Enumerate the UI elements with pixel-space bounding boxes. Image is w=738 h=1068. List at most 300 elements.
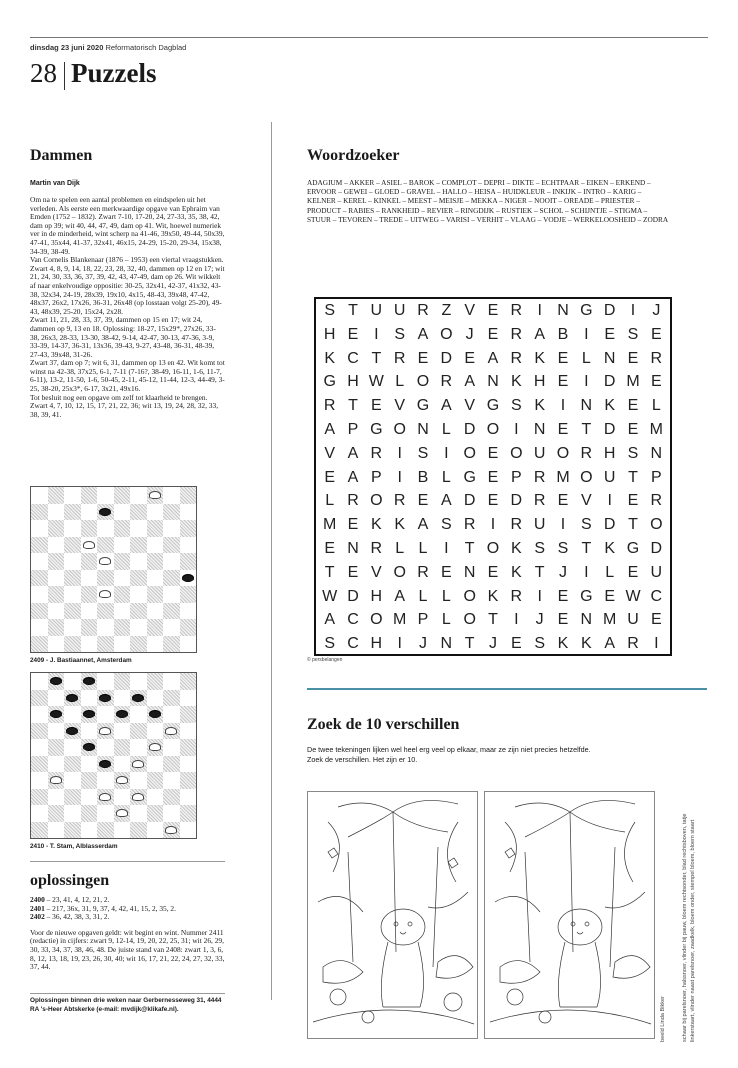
grid-letter[interactable]: H xyxy=(347,373,359,391)
grid-letter[interactable]: R xyxy=(510,587,523,605)
grid-letter[interactable]: K xyxy=(510,373,522,391)
grid-letter[interactable]: K xyxy=(510,563,522,581)
grid-letter[interactable]: D xyxy=(650,539,663,557)
grid-letter[interactable]: K xyxy=(510,539,522,557)
grid-letter[interactable]: I xyxy=(397,635,402,653)
grid-letter[interactable]: A xyxy=(417,325,429,343)
light-square xyxy=(180,537,197,554)
grid-letter[interactable]: I xyxy=(537,302,542,319)
grid-letter[interactable]: D xyxy=(603,516,616,534)
grid-letter[interactable]: E xyxy=(557,373,569,391)
light-square xyxy=(130,487,147,504)
grid-letter[interactable]: U xyxy=(650,563,663,581)
grid-letter[interactable]: A xyxy=(417,516,429,534)
grid-letter[interactable]: J xyxy=(558,563,567,581)
light-square xyxy=(97,673,114,690)
grid-letter[interactable]: A xyxy=(440,492,452,510)
grid-letter[interactable]: I xyxy=(490,516,496,534)
grid-letter[interactable]: G xyxy=(416,397,430,415)
grid-letter[interactable]: P xyxy=(650,468,662,486)
grid-letter[interactable]: R xyxy=(370,444,383,462)
grid-letter[interactable]: A xyxy=(347,444,359,462)
grid-letter[interactable]: L xyxy=(651,397,661,415)
grid-letter[interactable]: N xyxy=(580,611,593,629)
light-square xyxy=(97,739,114,756)
grid-letter[interactable]: I xyxy=(560,516,566,534)
dark-square xyxy=(114,772,131,789)
grid-letter[interactable]: S xyxy=(534,539,545,557)
grid-letter[interactable]: M xyxy=(393,611,407,629)
grid-letter[interactable]: H xyxy=(603,444,616,462)
grid-letter[interactable]: R xyxy=(510,349,523,367)
grid-letter[interactable]: I xyxy=(374,325,379,343)
grid-letter[interactable]: I xyxy=(397,444,402,462)
grid-letter[interactable]: E xyxy=(604,587,615,605)
dark-square xyxy=(130,636,147,653)
grid-letter[interactable]: N xyxy=(533,420,546,438)
grid-letter[interactable]: O xyxy=(463,444,476,462)
light-square xyxy=(31,586,48,603)
grid-letter[interactable]: P xyxy=(417,611,429,629)
grid-letter[interactable]: N xyxy=(463,563,476,581)
grid-letter[interactable]: E xyxy=(627,420,639,438)
grid-letter[interactable]: U xyxy=(533,516,546,534)
grid-letter[interactable]: K xyxy=(370,516,382,534)
grid-letter[interactable]: D xyxy=(510,492,523,510)
grid-letter[interactable]: M xyxy=(323,516,337,534)
dateline xyxy=(30,43,186,52)
dark-square xyxy=(81,586,98,603)
grid-letter[interactable]: S xyxy=(440,516,452,534)
grid-letter[interactable]: E xyxy=(440,563,452,581)
grid-letter[interactable]: R xyxy=(510,516,523,534)
grid-letter[interactable]: E xyxy=(557,492,569,510)
grid-letter[interactable]: K xyxy=(324,349,335,367)
grid-letter[interactable]: U xyxy=(603,468,616,486)
grid-letter[interactable]: L xyxy=(418,587,428,605)
grid-letter[interactable]: R xyxy=(580,444,593,462)
grid-letter[interactable]: E xyxy=(510,635,522,653)
grid-letter[interactable]: T xyxy=(324,563,335,581)
light-square xyxy=(147,504,164,521)
dark-square xyxy=(64,789,81,806)
dark-square xyxy=(64,690,81,707)
grid-letter[interactable]: E xyxy=(487,325,499,343)
grid-letter[interactable]: I xyxy=(397,468,402,486)
grid-letter[interactable]: G xyxy=(626,539,640,557)
grid-letter[interactable]: G xyxy=(486,397,500,415)
grid-letter[interactable]: R xyxy=(417,563,429,581)
light-square xyxy=(97,520,114,537)
grid-letter[interactable]: W xyxy=(368,373,384,391)
grid-letter[interactable]: L xyxy=(605,563,615,581)
grid-letter[interactable]: O xyxy=(486,539,500,557)
light-square xyxy=(130,553,147,570)
dark-square xyxy=(130,723,147,740)
grid-letter[interactable]: M xyxy=(603,611,617,629)
dark-square xyxy=(163,690,180,707)
drawing-right[interactable] xyxy=(484,791,655,1039)
grid-letter[interactable]: C xyxy=(347,611,359,629)
dark-square xyxy=(130,822,147,839)
white-piece xyxy=(149,491,161,499)
grid-letter[interactable]: N xyxy=(580,397,593,415)
grid-letter[interactable]: N xyxy=(487,373,499,391)
light-square xyxy=(97,706,114,723)
grid-letter[interactable]: I xyxy=(514,611,519,629)
grid-letter[interactable]: R xyxy=(533,492,546,510)
grid-letter[interactable]: A xyxy=(394,587,405,605)
grid-letter[interactable]: T xyxy=(464,539,475,557)
grid-letter[interactable]: R xyxy=(510,325,523,343)
grid-letter[interactable]: E xyxy=(650,325,662,343)
grid-letter[interactable]: K xyxy=(487,587,499,605)
grid-letter[interactable]: L xyxy=(325,492,335,510)
grid-letter[interactable]: N xyxy=(650,444,663,462)
grid-letter[interactable]: N xyxy=(557,302,569,319)
grid-letter[interactable]: H xyxy=(533,373,546,391)
grid-letter[interactable]: H xyxy=(370,587,383,605)
grid-letter[interactable]: A xyxy=(534,325,545,343)
grid-letter[interactable]: L xyxy=(441,587,451,605)
light-square xyxy=(81,789,98,806)
grid-letter[interactable]: B xyxy=(557,325,569,343)
grid-letter[interactable]: O xyxy=(486,420,500,438)
grid-letter[interactable]: T xyxy=(628,468,638,486)
grid-letter[interactable]: G xyxy=(463,468,476,486)
grid-letter[interactable]: E xyxy=(464,349,475,367)
grid-letter[interactable]: N xyxy=(440,635,453,653)
grid-letter[interactable]: S xyxy=(627,325,639,343)
light-square xyxy=(147,723,164,740)
light-square xyxy=(114,822,131,839)
grid-letter[interactable]: O xyxy=(393,420,406,438)
grid-letter[interactable]: S xyxy=(627,444,639,462)
dark-square xyxy=(81,487,98,504)
grid-letter[interactable]: T xyxy=(534,563,545,581)
grid-letter[interactable]: O xyxy=(510,444,523,462)
grid-letter[interactable]: H xyxy=(323,325,336,343)
grid-letter[interactable]: E xyxy=(487,302,499,319)
grid-letter[interactable]: E xyxy=(487,444,499,462)
light-square xyxy=(147,603,164,620)
grid-letter[interactable]: N xyxy=(417,420,429,438)
black-piece xyxy=(66,694,78,702)
light-square xyxy=(147,570,164,587)
grid-letter[interactable]: S xyxy=(534,635,545,653)
grid-letter[interactable]: E xyxy=(604,325,615,343)
grid-letter[interactable]: I xyxy=(630,302,636,319)
grid-letter[interactable]: A xyxy=(324,611,335,629)
light-square xyxy=(147,636,164,653)
grid-letter[interactable]: K xyxy=(580,635,592,653)
grid-letter[interactable]: E xyxy=(347,325,359,343)
grid-letter[interactable]: R xyxy=(463,516,476,534)
white-piece xyxy=(99,590,111,598)
light-square xyxy=(48,504,65,521)
grid-letter[interactable]: E xyxy=(487,468,499,486)
white-piece xyxy=(116,809,128,817)
grid-letter[interactable]: D xyxy=(440,349,453,367)
grid-letter[interactable]: J xyxy=(488,635,497,653)
grid-letter[interactable]: M xyxy=(626,373,640,391)
grid-letter[interactable]: J xyxy=(418,635,427,653)
grid-letter[interactable]: V xyxy=(464,397,475,415)
grid-letter[interactable]: S xyxy=(394,325,405,343)
grid-letter[interactable]: K xyxy=(394,516,405,534)
grid-letter[interactable]: T xyxy=(581,420,592,438)
grid-letter[interactable]: E xyxy=(417,349,429,367)
light-square xyxy=(64,553,81,570)
grid-letter[interactable]: E xyxy=(627,563,639,581)
grid-letter[interactable]: R xyxy=(440,373,453,391)
dark-square xyxy=(48,673,65,690)
grid-letter[interactable]: C xyxy=(347,635,359,653)
grid-letter[interactable]: D xyxy=(463,492,476,510)
grid-letter[interactable]: O xyxy=(556,444,570,462)
dammen-paragraph: Zwart 11, 21, 28, 33, 37, 39, dammen op 15 en 17; wit 24, dammen op 9, 13 en 18. Oplossing: 18-27, 15x29*, 27x26, 33-38, 26x3, 28-33, 13-30, 38-42, 9-14, 42-47, 30-13, 47-36, 3-9, 33-39, 14-37, 36-31, 13x36, 39-43, 9-27, 43-48, 36-31, 48-39, 27-43, 39x48, 31-26. xyxy=(30,315,216,359)
grid-letter[interactable]: K xyxy=(557,635,569,653)
solution-text-1: schaar bij parelsnoer, halssnoer, vlinder bij pauw, bloem rechtsonder, blad rechtsboven, tatje xyxy=(682,813,688,1042)
grid-letter[interactable]: P xyxy=(347,420,359,438)
grid-letter[interactable]: R xyxy=(370,539,383,557)
grid-letter[interactable]: E xyxy=(487,563,499,581)
grid-letter[interactable]: D xyxy=(603,420,616,438)
grid-letter[interactable]: S xyxy=(580,516,592,534)
grid-letter[interactable]: K xyxy=(604,539,615,557)
dark-square xyxy=(147,739,164,756)
grid-letter[interactable]: K xyxy=(534,397,545,415)
grid-letter[interactable]: E xyxy=(370,397,382,415)
grid-letter[interactable]: L xyxy=(581,349,591,367)
grid-letter[interactable]: R xyxy=(650,349,663,367)
grid-letter[interactable]: A xyxy=(347,468,359,486)
grid-letter[interactable]: E xyxy=(627,492,639,510)
dark-square xyxy=(48,619,65,636)
grid-letter[interactable]: T xyxy=(348,302,358,319)
grid-letter[interactable]: E xyxy=(347,563,359,581)
grid-letter[interactable]: Z xyxy=(441,302,452,319)
grid-letter[interactable]: S xyxy=(324,635,335,653)
grid-letter[interactable]: I xyxy=(560,397,566,415)
grid-letter[interactable]: V xyxy=(464,302,475,319)
grid-letter[interactable]: E xyxy=(417,492,429,510)
light-square xyxy=(81,756,98,773)
grid-letter[interactable]: R xyxy=(323,397,336,415)
dammen-paragraph: Zwart 37, dam op 7; wit 6, 31, dammen op 13 en 42. Wit komt tot winst na 42-38, 37x25, 6-1, 7-11 (7-16?, 38-49, 16-11, 1-6, 11-7, 6-11), 13-2, 11-50, 1-6, 50-45, 2-11, 45-12, 11-44, 12-3, 44-49, 3-25, 38-20, 25x3*, 6-17, 3x21, 49x16. xyxy=(30,358,225,394)
light-square xyxy=(48,603,65,620)
grid-letter[interactable]: K xyxy=(604,397,615,415)
dark-square xyxy=(180,487,197,504)
dark-square xyxy=(31,636,48,653)
grid-letter[interactable]: D xyxy=(347,587,359,605)
light-square xyxy=(64,520,81,537)
grid-letter[interactable]: S xyxy=(510,397,522,415)
grid-letter[interactable]: T xyxy=(581,539,592,557)
header-rule xyxy=(30,37,708,38)
grid-letter[interactable]: L xyxy=(395,373,405,391)
grid-letter[interactable]: E xyxy=(650,611,662,629)
dark-square xyxy=(147,619,164,636)
dark-square xyxy=(31,603,48,620)
grid-letter[interactable]: O xyxy=(463,611,476,629)
grid-letter[interactable]: R xyxy=(650,492,663,510)
grid-letter[interactable]: O xyxy=(370,611,383,629)
drawing-left[interactable] xyxy=(307,791,478,1039)
light-square xyxy=(97,772,114,789)
grid-letter[interactable]: I xyxy=(654,635,659,653)
grid-letter[interactable]: E xyxy=(487,492,499,510)
grid-letter[interactable]: H xyxy=(370,635,383,653)
white-piece xyxy=(116,776,128,784)
grid-letter[interactable]: W xyxy=(322,587,338,605)
grid-letter[interactable]: A xyxy=(440,397,452,415)
dark-square xyxy=(64,603,81,620)
grid-letter[interactable]: I xyxy=(444,444,449,462)
grid-letter[interactable]: I xyxy=(584,325,589,343)
grid-letter[interactable]: M xyxy=(556,468,570,486)
black-piece xyxy=(83,677,95,685)
light-square xyxy=(48,789,65,806)
grid-letter[interactable]: D xyxy=(463,420,476,438)
grid-letter[interactable]: I xyxy=(537,587,542,605)
grid-letter[interactable]: J xyxy=(465,325,474,343)
image-credit: beeld Linda Bikker xyxy=(660,995,666,1042)
grid-letter[interactable]: I xyxy=(514,420,519,438)
grid-letter[interactable]: P xyxy=(510,468,522,486)
grid-letter[interactable]: S xyxy=(417,444,429,462)
light-square xyxy=(114,504,131,521)
grid-letter[interactable]: I xyxy=(607,492,612,510)
grid-letter[interactable]: G xyxy=(323,373,336,391)
grid-letter[interactable]: O xyxy=(370,492,383,510)
grid-letter[interactable]: J xyxy=(535,611,544,629)
grid-letter[interactable]: R xyxy=(393,492,406,510)
grid-letter[interactable]: O xyxy=(463,587,476,605)
grid-letter[interactable]: J xyxy=(652,302,661,319)
light-square xyxy=(180,789,197,806)
grid-letter[interactable]: T xyxy=(628,516,638,534)
light-square xyxy=(163,706,180,723)
grid-letter[interactable]: C xyxy=(347,349,359,367)
dark-square xyxy=(31,504,48,521)
grid-letter[interactable]: U xyxy=(533,444,546,462)
grid-letter[interactable]: E xyxy=(557,349,569,367)
grid-letter[interactable]: R xyxy=(627,635,639,653)
grid-letter[interactable]: E xyxy=(650,373,662,391)
grid-letter[interactable]: N xyxy=(603,349,616,367)
grid-letter[interactable]: A xyxy=(604,635,615,653)
grid-letter[interactable]: D xyxy=(603,302,616,319)
grid-letter[interactable]: E xyxy=(347,516,359,534)
grid-letter[interactable]: R xyxy=(347,492,359,510)
grid-letter[interactable]: I xyxy=(584,563,589,581)
grid-letter[interactable]: V xyxy=(370,563,382,581)
grid-letter[interactable]: T xyxy=(371,349,382,367)
light-square xyxy=(180,504,197,521)
grid-letter[interactable]: C xyxy=(650,587,663,605)
grid-letter[interactable]: U xyxy=(627,611,639,629)
grid-letter[interactable]: A xyxy=(487,349,499,367)
grid-letter[interactable]: A xyxy=(464,373,475,391)
grid-letter[interactable]: L xyxy=(441,468,451,486)
grid-letter[interactable]: O xyxy=(416,373,430,391)
grid-letter[interactable]: U xyxy=(370,302,383,319)
grid-letter[interactable]: O xyxy=(440,325,453,343)
dark-square xyxy=(163,603,180,620)
grid-letter[interactable]: G xyxy=(370,420,383,438)
grid-letter[interactable]: E xyxy=(557,420,569,438)
grid-letter[interactable]: L xyxy=(418,539,428,557)
grid-letter[interactable]: G xyxy=(580,587,593,605)
grid-letter[interactable]: T xyxy=(488,611,498,629)
light-square xyxy=(97,487,114,504)
grid-letter[interactable]: L xyxy=(441,420,451,438)
light-square xyxy=(163,619,180,636)
light-square xyxy=(147,537,164,554)
grid-letter[interactable]: T xyxy=(348,397,358,415)
light-square xyxy=(81,723,98,740)
grid-letter[interactable]: E xyxy=(324,468,335,486)
grid-letter[interactable]: L xyxy=(395,539,405,557)
grid-letter[interactable]: V xyxy=(580,492,592,510)
grid-letter[interactable]: D xyxy=(603,373,616,391)
grid-letter[interactable]: I xyxy=(584,373,589,391)
grid-letter[interactable]: E xyxy=(557,587,569,605)
grid-letter[interactable]: L xyxy=(441,611,451,629)
light-square xyxy=(147,822,164,839)
grid-letter[interactable]: E xyxy=(557,611,569,629)
grid-letter[interactable]: O xyxy=(650,516,663,534)
dark-square xyxy=(97,537,114,554)
grid-letter[interactable]: E xyxy=(627,349,639,367)
grid-letter[interactable]: U xyxy=(393,302,406,319)
light-square xyxy=(48,636,65,653)
grid-letter[interactable]: T xyxy=(464,635,475,653)
grid-letter[interactable]: R xyxy=(510,302,523,319)
grid-letter[interactable]: A xyxy=(324,420,335,438)
dammen-paragraph: Van Cornelis Blankenaar (1876 – 1953) een viertal vraagstukken. xyxy=(30,255,224,265)
grid-letter[interactable]: O xyxy=(393,563,406,581)
grid-letter[interactable]: R xyxy=(533,468,546,486)
solution-line xyxy=(30,913,225,922)
dark-square xyxy=(97,756,114,773)
dark-square xyxy=(163,756,180,773)
grid-letter[interactable]: K xyxy=(534,349,545,367)
grid-letter[interactable]: I xyxy=(444,539,449,557)
dark-square xyxy=(130,789,147,806)
grid-letter[interactable]: P xyxy=(370,468,382,486)
grid-letter[interactable]: M xyxy=(649,420,663,438)
grid-letter[interactable]: V xyxy=(324,444,335,462)
grid-letter[interactable]: B xyxy=(417,468,429,486)
dark-square xyxy=(31,723,48,740)
grid-letter[interactable]: R xyxy=(393,349,406,367)
grid-letter[interactable]: N xyxy=(347,539,359,557)
grid-letter[interactable]: O xyxy=(580,468,593,486)
oplossingen-title: oplossingen xyxy=(30,872,110,889)
grid-letter[interactable]: S xyxy=(324,302,335,319)
grid-letter[interactable]: S xyxy=(557,539,569,557)
grid-letter[interactable]: E xyxy=(324,539,335,557)
grid-letter[interactable]: R xyxy=(417,302,429,319)
grid-letter[interactable]: G xyxy=(580,302,593,319)
dark-square xyxy=(64,504,81,521)
grid-letter[interactable]: V xyxy=(394,397,405,415)
grid-letter[interactable]: W xyxy=(625,587,641,605)
white-piece xyxy=(149,743,161,751)
grid-letter[interactable]: E xyxy=(627,397,639,415)
